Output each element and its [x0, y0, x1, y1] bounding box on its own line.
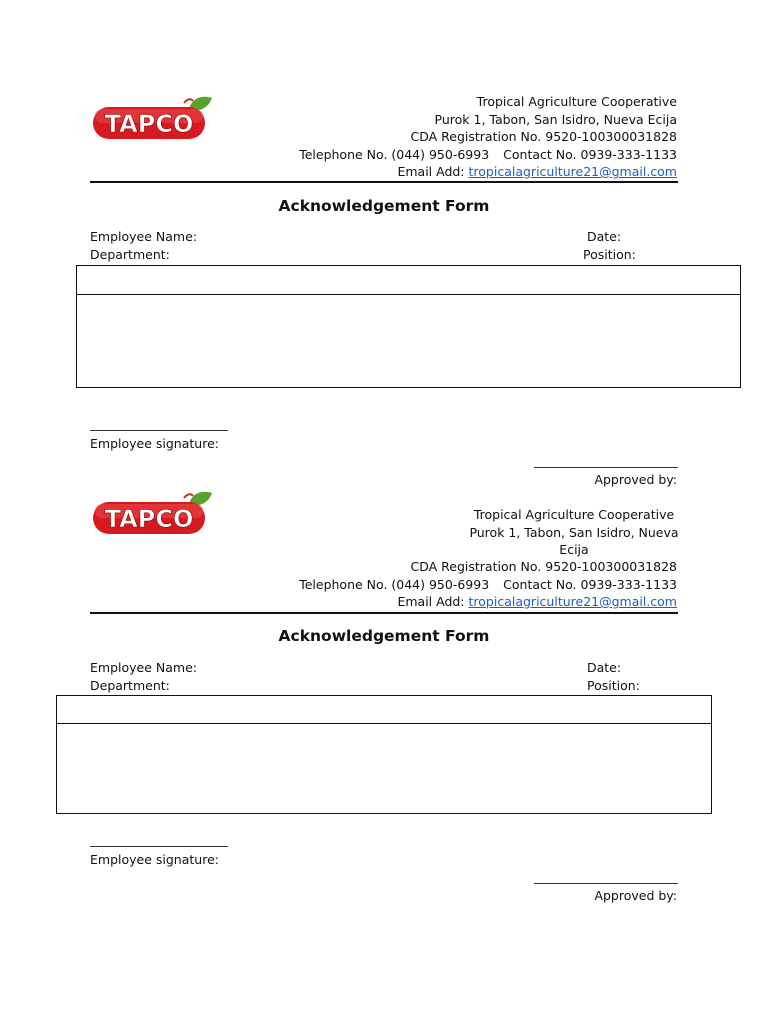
- tapco-logo: [92, 490, 216, 540]
- date-label: Date:: [587, 660, 622, 675]
- contact-number: Contact No. 0939-333-1133: [503, 576, 677, 592]
- cda-registration: CDA Registration No. 9520-100300031828: [410, 559, 677, 574]
- organization-header-centered: [466, 506, 682, 559]
- logo-text: TAPCO: [104, 505, 194, 533]
- org-name: Tropical Agriculture Cooperative: [476, 94, 677, 109]
- acknowledgement-box[interactable]: [56, 695, 712, 814]
- employee-signature-label: Employee signature:: [90, 436, 219, 451]
- position-label: Position:: [587, 678, 640, 693]
- org-address-line1: Purok 1, Tabon, San Isidro, Nueva: [469, 524, 679, 540]
- employee-signature-line: [90, 846, 228, 847]
- department-label: Department:: [90, 678, 170, 693]
- box-divider: [57, 723, 711, 724]
- approver-signature-line: [534, 883, 678, 884]
- department-label: Department:: [90, 247, 170, 262]
- approved-by-label: Approved by:: [594, 472, 677, 487]
- email-label: Email Add:: [397, 164, 465, 179]
- organization-contact: [299, 558, 677, 611]
- contact-number: Contact No. 0939-333-1133: [503, 146, 677, 162]
- header-divider: [90, 612, 678, 614]
- email-link[interactable]: tropicalagriculture21@gmail.com: [468, 164, 677, 179]
- org-address-line2: Ecija: [559, 542, 589, 557]
- form-title: Acknowledgement Form: [278, 627, 490, 645]
- employee-name-label: Employee Name:: [90, 229, 197, 244]
- employee-name-label: Employee Name:: [90, 660, 197, 675]
- org-address: Purok 1, Tabon, San Isidro, Nueva Ecija: [434, 111, 677, 127]
- form-title: Acknowledgement Form: [278, 197, 490, 215]
- cda-registration: CDA Registration No. 9520-100300031828: [410, 129, 677, 144]
- telephone: Telephone No. (044) 950-6993: [299, 576, 490, 592]
- email-label: Email Add:: [397, 594, 465, 609]
- date-label: Date:: [587, 229, 622, 244]
- email-line: [299, 593, 677, 611]
- email-link[interactable]: tropicalagriculture21@gmail.com: [468, 594, 677, 609]
- approved-by-label: Approved by:: [594, 888, 677, 903]
- telephone: Telephone No. (044) 950-6993: [299, 146, 490, 162]
- logo-text: TAPCO: [104, 110, 194, 138]
- employee-signature-label: Employee signature:: [90, 852, 219, 867]
- org-name: Tropical Agriculture Cooperative: [473, 507, 675, 522]
- phone-line: [299, 576, 677, 594]
- position-label: Position:: [583, 247, 636, 262]
